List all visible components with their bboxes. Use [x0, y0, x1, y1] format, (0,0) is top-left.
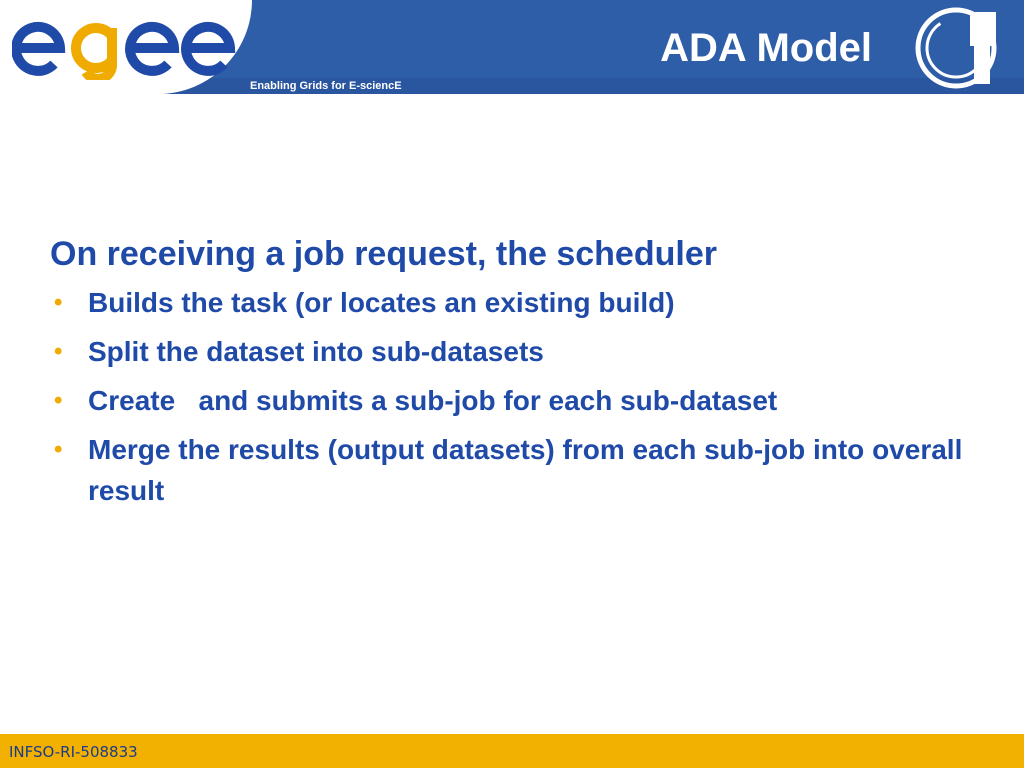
egee-logo [12, 14, 238, 80]
intro-text: On receiving a job request, the scheduler [50, 235, 717, 273]
logo-panel [0, 0, 252, 94]
bullet-item [50, 429, 990, 511]
slide-body [50, 232, 990, 519]
bullet-item [50, 282, 990, 323]
bullet-list [50, 282, 990, 511]
bullet-item [50, 380, 990, 421]
footer-bar [0, 734, 1024, 768]
bullet-text: Create and submits a sub-job for each sub-dataset [88, 385, 778, 416]
bullet-text: Merge the results (output datasets) from each sub-job into overall result [88, 434, 971, 506]
bullet-text: Split the dataset into sub-datasets [88, 336, 544, 367]
bullet-dot-icon: • [54, 436, 63, 463]
footer-text: INFSO-RI-508833 [9, 743, 138, 761]
egee-emblem-icon [912, 4, 1000, 92]
bullet-dot-icon: • [54, 289, 63, 316]
bullet-item [50, 331, 990, 372]
slide-title: ADA Model [660, 26, 872, 70]
header-bar [0, 0, 1024, 94]
bullet-dot-icon: • [54, 338, 63, 365]
bullet-dot-icon: • [54, 387, 63, 414]
bullet-text: Builds the task (or locates an existing build) [88, 287, 675, 318]
tagline: Enabling Grids for E-sciencE [250, 80, 402, 92]
